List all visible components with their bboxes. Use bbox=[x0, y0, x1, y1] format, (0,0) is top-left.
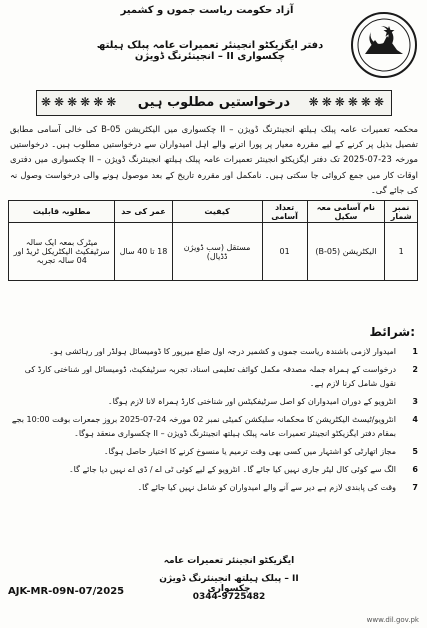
condition-text: درخواست کے ہمراہ جملہ مصدقہ مکمل کوائف تعلیمی اسناد، تجربہ سرٹیفکیٹ، ڈومیسائل اور شناختی کارڈ کی نقول شامل کرنا لازم ہے۔ bbox=[24, 365, 396, 388]
condition-item bbox=[10, 345, 418, 359]
condition-text: وقت کی پابندی لازم ہے دیر سے آنے والے امیدواران کو شامل نہیں کیا جائے گا۔ bbox=[137, 483, 396, 492]
conditions-heading: شرائط: bbox=[369, 325, 415, 339]
condition-text: انٹرویو کے دوران امیدواران کو اصل سرٹیفکیٹس اور شناختی کارڈ ہمراہ لانا لازم ہوگا۔ bbox=[107, 397, 396, 406]
contact-phone: 0344-9725482 bbox=[192, 592, 266, 602]
government-title: آزاد حکومت ریاست جموں و کشمیر bbox=[120, 5, 294, 16]
condition-item bbox=[10, 395, 418, 409]
condition-number: 3 bbox=[412, 397, 418, 406]
signatory-title: ایگزیکٹو انجینئر تعمیرات عامہ bbox=[163, 556, 295, 566]
condition-number: 6 bbox=[412, 465, 418, 474]
table-header-row bbox=[9, 201, 418, 223]
condition-text: مجاز اتھارٹی کو اشتہار میں کسی بھی وقت ترمیم یا منسوخ کرنے کا اختیار حاصل ہوگا۔ bbox=[103, 447, 396, 456]
footer bbox=[0, 554, 427, 628]
table-header-cell: عمر کی حد bbox=[115, 201, 172, 223]
condition-item bbox=[10, 363, 418, 391]
table-row bbox=[9, 223, 418, 281]
table-cell: 18 تا 40 سال bbox=[115, 223, 172, 281]
government-emblem-icon bbox=[349, 10, 419, 80]
source-watermark: www.dil.gov.pk bbox=[366, 616, 419, 624]
conditions-list bbox=[10, 345, 418, 499]
requirement-banner bbox=[36, 90, 392, 116]
condition-item bbox=[10, 481, 418, 495]
table-header-cell: مطلوبہ قابلیت bbox=[9, 201, 115, 223]
intro-paragraph: محکمہ تعمیرات عامہ پبلک ہیلتھ انجینئرنگ ڈویژن – II چکسواری میں الیکٹریشن B-05 کی خالی آسامی مطابق تفصیل بذیل پر کرنے کے لیے مقررہ معیار پر پورا اترنے والے اہل امیدواران سے درخواستیں مطلوب ہیں۔ درخواستیں مورخہ 23-07-2025 تک دفتر ایگزیکٹو انجینئر تعمیرات عامہ پبلک ہیلتھ انجینئرنگ ڈویژن – II چکسواری میں دفتری اوقات کار میں جمع کروائی جا سکتی ہیں۔ نامکمل اور مقررہ تاریخ کے بعد موصول ہونے والی درخواست وصول نہ کی جائے گی۔ bbox=[10, 124, 419, 195]
floral-ornament-icon: ❋❋❋❋❋❋ bbox=[308, 95, 387, 109]
condition-text: انٹرویو/ٹیسٹ الیکٹریشن کا محکمانہ سلیکشن کمیٹی نمبر 02 مورخہ 24-07-2025 بروز جمعرات بوقت 10:00 بجے بمقام دفتر ایگزیکٹو انجینئر تعمیرات عامہ پبلک ہیلتھ انجینئرنگ ڈویژن – II چکسواری منعقد ہوگا۔ bbox=[11, 415, 396, 438]
condition-number: 7 bbox=[412, 483, 418, 492]
condition-item bbox=[10, 463, 418, 477]
condition-text: الگ سے کوئی کال لیٹر جاری نہیں کیا جائے گا۔ انٹرویو کے لیے کوئی ٹی اے / ڈی اے نہیں دیا جائے گا۔ bbox=[68, 465, 396, 474]
table-cell: میٹرک بمعہ ایک سالہ سرٹیفکیٹ الیکٹریکل ٹریڈ اور 04 سالہ تجربہ bbox=[9, 223, 115, 281]
table-cell: 01 bbox=[262, 223, 307, 281]
table-cell: مستقل (سب ڈویژن ڈڈیال) bbox=[172, 223, 262, 281]
condition-number: 4 bbox=[412, 415, 418, 424]
condition-number: 5 bbox=[412, 447, 418, 456]
table-cell: 1 bbox=[385, 223, 418, 281]
posts-table bbox=[8, 200, 418, 281]
table-header-cell: نمبر شمار bbox=[385, 201, 418, 223]
header bbox=[0, 0, 427, 86]
table-header-cell: تعداد آسامی bbox=[262, 201, 307, 223]
table-header-cell: کیفیت bbox=[172, 201, 262, 223]
floral-ornament-icon: ❋❋❋❋❋❋ bbox=[41, 95, 120, 109]
banner-title: درخواستیں مطلوب ہیں bbox=[137, 95, 291, 110]
table-cell: الیکٹریشن (B-05) bbox=[307, 223, 385, 281]
office-title: دفتر ایگزیکٹو انجینئر تعمیرات عامہ پبلک ہیلتھ انجینئرنگ ڈویژن – II چکسواری bbox=[96, 40, 324, 62]
condition-number: 2 bbox=[412, 365, 418, 374]
reference-number: AJK-MR-09N-07/2025 bbox=[8, 586, 125, 597]
condition-item bbox=[10, 445, 418, 459]
table-header-cell: نام آسامی معہ سکیل bbox=[307, 201, 385, 223]
condition-number: 1 bbox=[412, 347, 418, 356]
condition-item bbox=[10, 413, 418, 441]
signatory-division: پبلک ہیلتھ انجینئرنگ ڈویژن – II چکسواری bbox=[159, 574, 299, 594]
condition-text: امیدوار لازمی باشندہ ریاست جموں و کشمیر درجہ اول ضلع میرپور کا ڈومیسائل ہولڈر اور رہائشی ہو۔ bbox=[49, 347, 396, 356]
